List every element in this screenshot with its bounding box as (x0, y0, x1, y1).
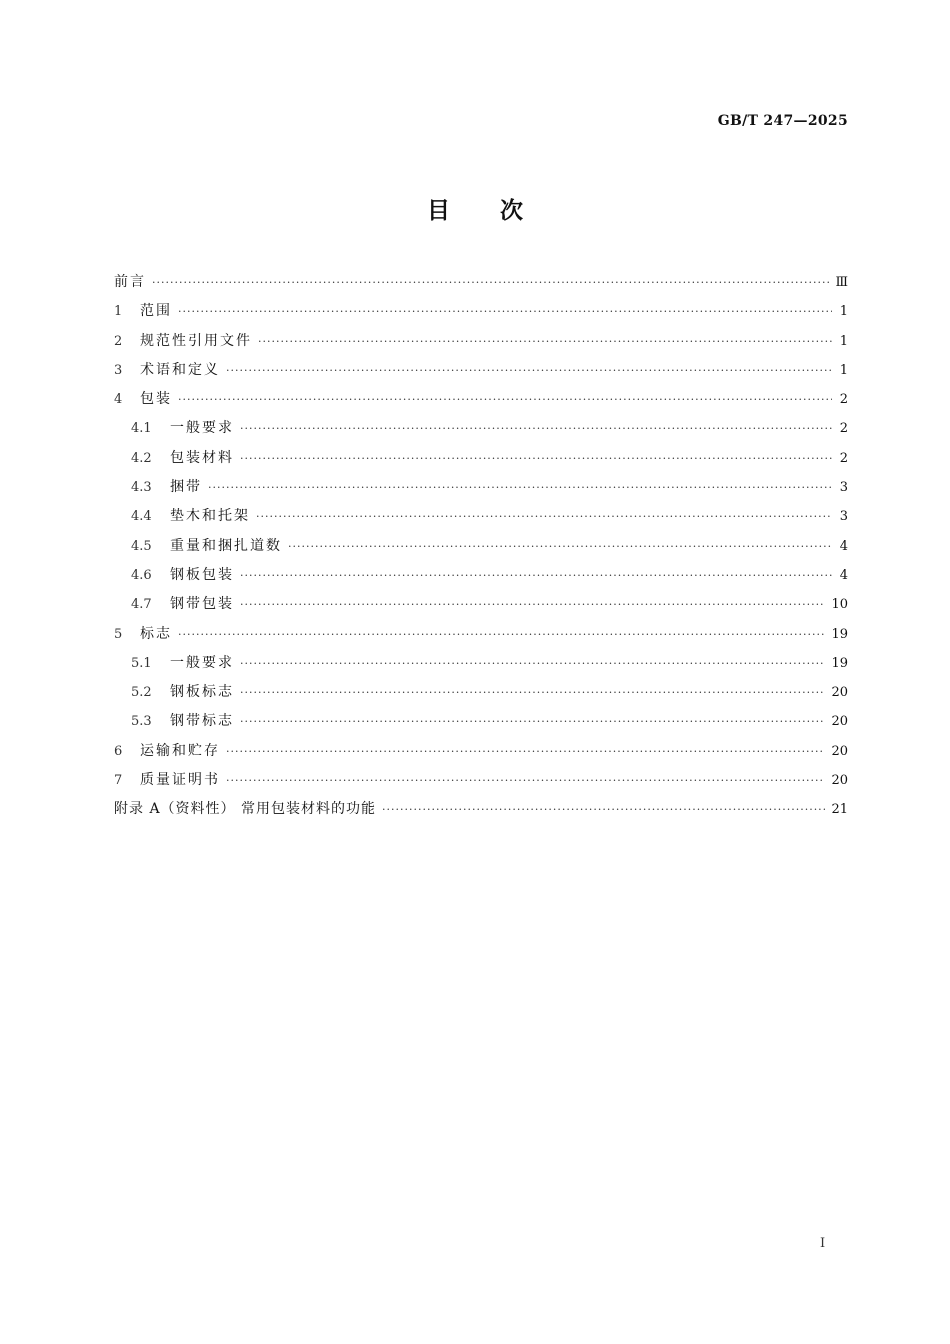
toc-entry-label: 钢带标志 (170, 713, 234, 730)
toc-entry-page: 1 (839, 304, 848, 320)
toc-entry-number: 3 (114, 362, 123, 378)
toc-entry-page: 19 (831, 655, 848, 671)
page-title (0, 192, 950, 225)
toc-leader-dots (240, 649, 825, 678)
toc-entry-label: 一般要求 (170, 420, 234, 437)
toc-entry-label: 标志 (140, 625, 172, 642)
toc-entry-4-6[interactable] (114, 561, 848, 590)
page-title-part1: 目 (427, 198, 450, 224)
toc-leader-dots (382, 795, 825, 824)
toc-entry-5[interactable] (114, 620, 848, 649)
toc-entry-4[interactable] (114, 385, 848, 414)
toc-entry-number: 2 (114, 333, 123, 349)
toc-entry-label: 钢板包装 (170, 566, 234, 583)
toc-entry-label: 运输和贮存 (140, 742, 220, 759)
toc-entry-annex-a[interactable] (114, 795, 848, 824)
toc-entry-page: 20 (831, 714, 848, 730)
toc-entry-4-3[interactable] (114, 473, 848, 502)
toc-leader-dots (178, 620, 825, 649)
toc-entry-label: 前言 (114, 274, 146, 290)
toc-entry-page: 21 (831, 802, 848, 818)
toc-entry-label: 质量证明书 (140, 772, 220, 789)
toc-entry-number: 5.2 (131, 685, 152, 701)
toc-entry-number: 5.1 (131, 655, 152, 671)
toc-entry-label: 重量和捆扎道数 (170, 537, 282, 554)
toc-entry-page: 1 (839, 333, 848, 349)
toc-entry-5-2[interactable] (114, 678, 848, 707)
toc-entry-number: 4.6 (131, 567, 152, 583)
page-folio: I (820, 1236, 826, 1251)
toc-entry-6[interactable] (114, 737, 848, 766)
toc-leader-dots (178, 385, 832, 414)
toc-entry-number: 4.3 (131, 480, 152, 496)
toc-entry-number: 4.5 (131, 538, 152, 554)
standard-code: GB/T 247—2025 (717, 113, 848, 129)
toc-entry-page: 1 (839, 362, 848, 378)
toc-entry-page: 10 (831, 597, 848, 613)
toc-leader-dots (152, 268, 829, 297)
toc-entry-4-1[interactable] (114, 414, 848, 443)
toc-entry-number: 6 (114, 743, 123, 759)
toc-entry-page: 2 (839, 421, 848, 437)
toc-entry-page: 2 (839, 392, 848, 408)
toc-entry-number: 4.1 (131, 421, 152, 437)
toc-leader-dots (240, 561, 832, 590)
toc-entry-label: 规范性引用文件 (140, 332, 252, 349)
toc-entry-page: 20 (831, 743, 848, 759)
toc-leader-dots (288, 532, 832, 561)
toc-entry-number: 4 (114, 392, 123, 408)
toc-entry-number: 4.7 (131, 597, 152, 613)
page-title-part2: 次 (500, 198, 523, 224)
toc-leader-dots (226, 356, 832, 385)
toc-entry-page: 20 (831, 685, 848, 701)
toc-entry-label: 垫木和托架 (170, 508, 250, 525)
toc-entry-page: 3 (839, 509, 848, 525)
toc-leader-dots (208, 473, 832, 502)
toc-entry-page: 3 (839, 480, 848, 496)
toc-leader-dots (178, 297, 832, 326)
toc-entry-4-5[interactable] (114, 532, 848, 561)
toc-entry-number: 7 (114, 773, 123, 789)
toc-entry-label: 一般要求 (170, 654, 234, 671)
toc-entry-4-7[interactable] (114, 590, 848, 619)
toc-entry-5-3[interactable] (114, 707, 848, 736)
toc-entry-1[interactable] (114, 297, 848, 326)
toc-leader-dots (240, 444, 832, 473)
toc-leader-dots (240, 414, 832, 443)
toc-entry-number: 4.2 (131, 450, 152, 466)
toc-entry-3[interactable] (114, 356, 848, 385)
toc-leader-dots (258, 327, 832, 356)
toc-entry-4-4[interactable] (114, 502, 848, 531)
table-of-contents (114, 268, 848, 825)
toc-entry-number: 5.3 (131, 714, 152, 730)
toc-entry-label: 钢带包装 (170, 596, 234, 613)
toc-entry-number: 1 (114, 304, 123, 320)
toc-entry-number: 5 (114, 626, 123, 642)
toc-entry-page: 19 (831, 626, 848, 642)
toc-entry-page: 4 (839, 567, 848, 583)
toc-entry-foreword[interactable] (114, 268, 848, 297)
toc-entry-4-2[interactable] (114, 444, 848, 473)
toc-leader-dots (240, 707, 825, 736)
toc-entry-label: 捆带 (170, 479, 202, 496)
toc-entry-page: 20 (831, 773, 848, 789)
toc-entry-2[interactable] (114, 327, 848, 356)
toc-entry-page: 4 (839, 538, 848, 554)
toc-entry-label: 术语和定义 (140, 361, 220, 378)
toc-entry-7[interactable] (114, 766, 848, 795)
toc-leader-dots (240, 678, 825, 707)
toc-entry-page: 2 (839, 450, 848, 466)
toc-entry-label: 钢板标志 (170, 684, 234, 701)
toc-entry-label: 附录 A（资料性） 常用包装材料的功能 (114, 801, 377, 818)
toc-leader-dots (240, 590, 825, 619)
toc-leader-dots (256, 502, 832, 531)
toc-entry-5-1[interactable] (114, 649, 848, 678)
toc-leader-dots (226, 766, 825, 795)
toc-entry-label: 范围 (140, 303, 172, 320)
toc-leader-dots (226, 737, 825, 766)
toc-entry-label: 包装材料 (170, 449, 234, 466)
toc-entry-label: 包装 (140, 391, 172, 408)
toc-entry-number: 4.4 (131, 509, 152, 525)
toc-entry-page: Ⅲ (835, 275, 848, 290)
